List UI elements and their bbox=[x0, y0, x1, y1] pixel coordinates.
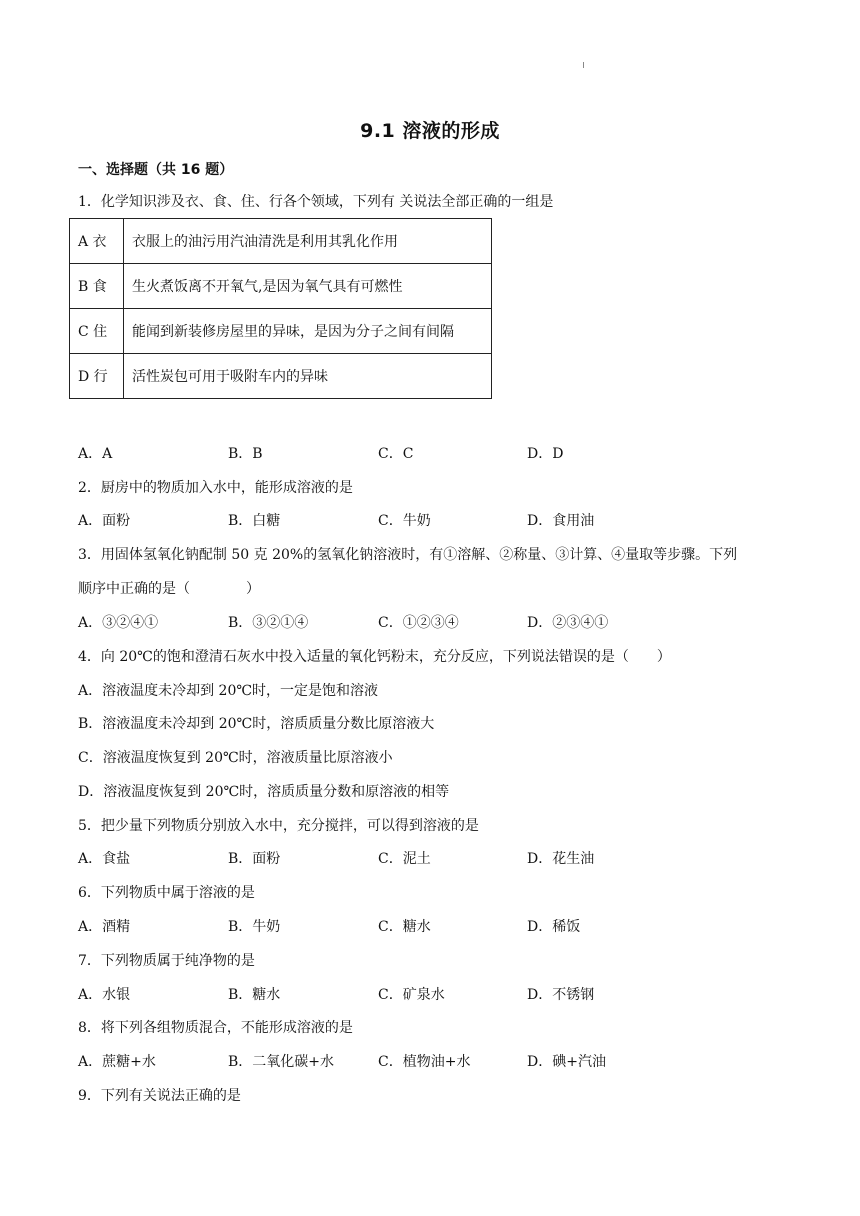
option-d: D．食用油 bbox=[527, 513, 595, 529]
option-d: D．②③④① bbox=[527, 615, 609, 631]
table-cell-value: 生火煮饭离不开氧气,是因为氧气具有可燃性 bbox=[124, 264, 492, 309]
question-8-stem: 8．将下列各组物质混合，不能形成溶液的是 bbox=[78, 1020, 353, 1036]
section-heading: 一、选择题（共 16 题） bbox=[78, 162, 234, 178]
option-d: D．碘+汽油 bbox=[527, 1054, 606, 1070]
question-4-option-d: D．溶液温度恢复到 20℃时，溶质质量分数和原溶液的相等 bbox=[78, 784, 450, 800]
table-cell-value: 衣服上的油污用汽油清洗是利用其乳化作用 bbox=[124, 219, 492, 264]
question-5-stem: 5．把少量下列物质分别放入水中，充分搅拌，可以得到溶液的是 bbox=[78, 818, 479, 834]
table-cell-key: D 行 bbox=[70, 354, 124, 399]
option-a: A．水银 bbox=[78, 987, 131, 1003]
option-c: C．泥土 bbox=[378, 851, 431, 867]
option-b: B．二氧化碳+水 bbox=[228, 1054, 335, 1070]
option-a: A．③②④① bbox=[78, 615, 159, 631]
option-c: C．矿泉水 bbox=[378, 987, 445, 1003]
table-cell-value: 活性炭包可用于吸附车内的异味 bbox=[124, 354, 492, 399]
table-row bbox=[70, 219, 492, 264]
option-c: C．牛奶 bbox=[378, 513, 431, 529]
option-a: A．酒精 bbox=[78, 919, 131, 935]
question-4-stem: 4．向 20℃的饱和澄清石灰水中投入适量的氧化钙粉末，充分反应，下列说法错误的是（ ） bbox=[78, 649, 671, 665]
question-1-stem: 1．化学知识涉及衣、食、住、行各个领域，下列有 关说法全部正确的一组是 bbox=[78, 194, 554, 210]
question-4-option-a: A．溶液温度未冷却到 20℃时，一定是饱和溶液 bbox=[78, 683, 379, 699]
question-2-stem: 2．厨房中的物质加入水中，能形成溶液的是 bbox=[78, 480, 353, 496]
option-b: B．糖水 bbox=[228, 987, 281, 1003]
option-a: A．食盐 bbox=[78, 851, 131, 867]
option-b: B．白糖 bbox=[228, 513, 281, 529]
question-3-stem: 3．用固体氢氧化钠配制 50 克 20%的氢氧化钠溶液时，有①溶解、②称量、③计算、④量取等步骤。下列 bbox=[78, 547, 738, 563]
question-6-stem: 6．下列物质中属于溶液的是 bbox=[78, 885, 255, 901]
option-b: B．B bbox=[228, 446, 263, 462]
option-c: C．植物油+水 bbox=[378, 1054, 471, 1070]
option-d: D．花生油 bbox=[527, 851, 595, 867]
table-cell-key: C 住 bbox=[70, 309, 124, 354]
option-a: A．蔗糖+水 bbox=[78, 1054, 156, 1070]
question-9-stem: 9．下列有关说法正确的是 bbox=[78, 1088, 241, 1104]
question-4-option-c: C．溶液温度恢复到 20℃时，溶液质量比原溶液小 bbox=[78, 750, 393, 766]
option-d: D．D bbox=[527, 446, 564, 462]
table-row bbox=[70, 264, 492, 309]
option-a: A．A bbox=[78, 446, 113, 462]
table-row bbox=[70, 309, 492, 354]
question-1-table bbox=[69, 218, 492, 399]
option-c: C．①②③④ bbox=[378, 615, 459, 631]
option-b: B．面粉 bbox=[228, 851, 281, 867]
option-c: C．C bbox=[378, 446, 414, 462]
question-7-stem: 7．下列物质属于纯净物的是 bbox=[78, 953, 255, 969]
table-cell-key: B 食 bbox=[70, 264, 124, 309]
page-title: 9.1 溶液的形成 bbox=[360, 120, 500, 142]
option-d: D．不锈钢 bbox=[527, 987, 595, 1003]
option-d: D．稀饭 bbox=[527, 919, 581, 935]
option-b: B．牛奶 bbox=[228, 919, 281, 935]
question-4-option-b: B．溶液温度未冷却到 20℃时，溶质质量分数比原溶液大 bbox=[78, 716, 435, 732]
table-cell-value: 能闻到新装修房屋里的异味，是因为分子之间有间隔 bbox=[124, 309, 492, 354]
option-b: B．③②①④ bbox=[228, 615, 309, 631]
page-mark bbox=[583, 62, 584, 68]
table-cell-key: A 衣 bbox=[70, 219, 124, 264]
option-c: C．糖水 bbox=[378, 919, 431, 935]
table-row bbox=[70, 354, 492, 399]
option-a: A．面粉 bbox=[78, 513, 131, 529]
question-3-stem-cont: 顺序中正确的是（ ） bbox=[78, 581, 260, 597]
